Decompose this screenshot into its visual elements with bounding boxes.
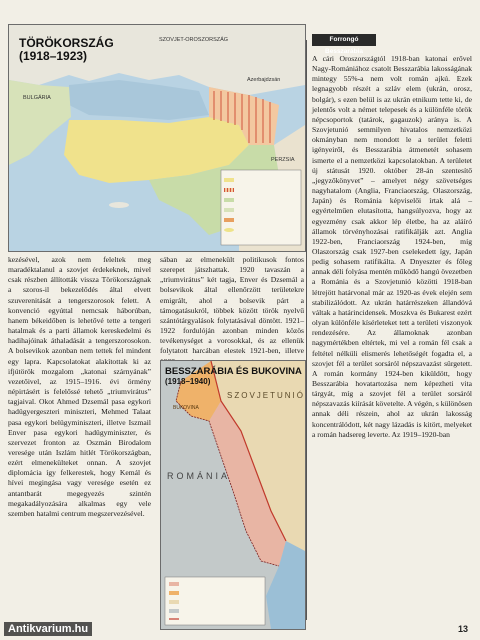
watermark-logo: Antikvarium.hu (4, 622, 92, 636)
sidebar-heading: Forrongó Besszarábia (312, 34, 376, 46)
text-column-left: kezésével, azok nem feleltek meg maradéktalanul a szovjet érdekeknek, mivel csak részben állították vissza Törökországnak a szoros-il bekezelődés által elvett szuverenitását a tengerszorosok felett. A konvenció egyúttal nemcsak háborúban, hanem békeidőben is lehetővé tette a tengeri hatalmak és a parti államok kereskedelmi és hadihajóinak áthaladását a tengerszorosokon. A bolsevikok azonban nem tettek fel mindent egy lapra. Kapcsolatokat alakítottak ki az ifjútörök mozgalom „katonai szárnyának” vezetőivel, az 1915–1916. évi örmény népirtásért is felelőssé tehető „triumvirátus” tagjaival. Okot Ahmed Dzsemál pasa egykori hadügyergeszteri miniszteri, Mehmed Talaat pasa egykori belügyminiszteri, illetve Iszmail Enver pasa egykori hadügyminiszter, és szervezet fronton az Oszmán Birodalom veresége után Iszlám hitlét Törökországban, ezért elmenekülteket onnan. A szovjet diplomácia így felkerestek, hogy Kemál és hívei megingása vagy veresége esetén ez antantbarát megegyezés szintén megakadályozására alkalmas egy vele szemben hatalmi centrum megszervezésével. (8, 255, 151, 518)
map-turkey-years: (1918–1923) (19, 48, 88, 63)
map-label-bulgaria: BULGÁRIA (23, 95, 51, 101)
map-bessarabia-graphic (161, 361, 305, 629)
page-number: 13 (457, 624, 468, 634)
column-rule (306, 40, 307, 620)
map-turkey-title (19, 37, 114, 62)
text-column-middle: sában az elmenekült politikusok fontos szerepet játszhattak. 1920 tavaszán a „triumvirátus” két tagja, Enver és Dzsemál a bolsevikok által ellenőrzött területekre emigrált, ahol a bolsevik párt a támogatásukról, többek között török nyelvű szántótárgyalások folytatásával döntött. 1921–1922 fordulóján azonban minden közös tevékenységet a vorosokkal, és az ellenük folytatott harcában elestek 1921-ben, illetve (160, 255, 304, 356)
map-bessarabia-title-text: BESSZARÁBIA ÉS BUKOVINA (165, 366, 302, 377)
map-label-soviet-union: SZOVJETUNIÓ (227, 391, 306, 400)
map-bessarabia-title (165, 367, 302, 387)
map-turkey-legend (224, 175, 298, 243)
map-label-azerbaijan: Azerbajdzsán (247, 77, 281, 83)
map-turkey-title-text: TÖRÖKORSZÁG (19, 36, 114, 50)
map-label-soviet-russia: SZOVJET-OROSZORSZÁG (159, 37, 229, 43)
map-label-bukovina: BUKOVINA (173, 405, 199, 411)
map-label-persia: PERZSIA (271, 157, 295, 163)
text-column-right: A cári Oroszországtól 1918-ban katonai erővel Nagy-Romániához csatolt Besszarábia lakosságának mintegy 55%-a nem volt román ajkú. Ezek legnagyobb részét a szláv elem (ukrán, orosz, bolgár), s ezen belül is az ukrán etnikum tette ki, de jelentős volt a német telepesek és a különféle török népcsoportok (tatárok, gagauzok) aránya is. A Szovjetunió semmilyen hivatalos nemzetközi okmányban nem mondott le a terület feletti igényeiről, és Besszarábia átmenetét sohasem ismerte el a nemzetközi kapcsolatokban. A területet új státusát 1920. október 28-án szentesítő „jegyzőkönyvet” – amelyet négy szövetséges nagyhatalom (Anglia, Franciaország, Olaszország, Japán) és Románia képviselői írtak alá – egyértelműen elutasította, hangsúlyozva, hogy az egyezmény csak akkor lép életbe, ha az aláíró államok törvényhozásai ratifikálják azt. Anglia 1922-ben, Franciaország 1924-ben, míg Olaszország csak 1927-ben cselekedett így, Japán pedig sohasem ratifikálta. A Dnyeszter és főleg annak déli folyása mentén működő hangú övezetben a Románia és a Szovjetunió közötti 1918-ban létrejött határvonal már az 1920-as évek elején sem stabilizálódott. Az ukrán határrészeken állandóvá váltak a határincidensek. Moszkva és Bukarest ezért olyan különféle kísérleteket tett a területi viszonyok rendezésére. Az államoknak azonban nagymértékben eltértek, mi vel a román fél csak a feltétel nélküli elismerés lehetőségét fogadta el, a szovjet fél a terület sorsáról népszavazást sürgetett. A román kormány 1924-ben kiküldött, hogy Besszarábia hovatartozása nem képezheti vita tárgyát, míg a szovjet fél a terület sorsáról népszavazás kiírását követelte. A végén, s különösen annak déli részein, ahol az ukrán lakosság koncentrálódott, két nagy lázadás is kitört, melyeket a román hadsereg leverte. Az 1919–1920-ban (312, 54, 472, 439)
map-label-romania: ROMÁNIA (167, 471, 231, 481)
map-turkey (8, 24, 306, 252)
map-bessarabia (160, 360, 306, 630)
map-bessarabia-years: (1918–1940) (165, 376, 211, 386)
